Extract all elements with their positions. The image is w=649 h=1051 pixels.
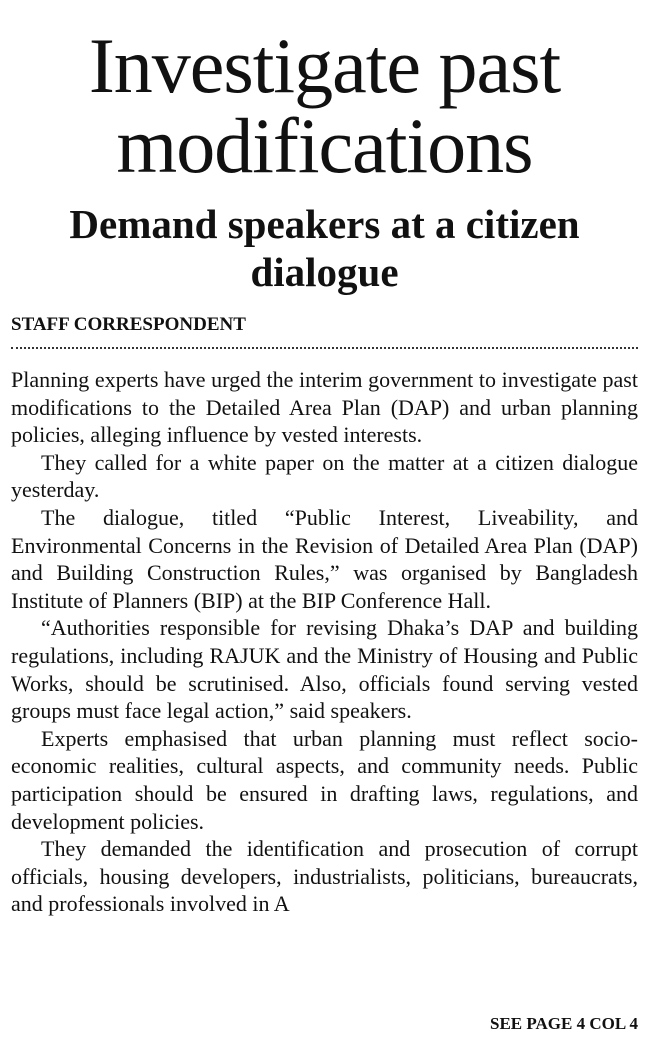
dotted-divider (11, 347, 638, 349)
continuation-reference: SEE PAGE 4 COL 4 (490, 1014, 638, 1033)
paragraph: Experts emphasised that urban planning must reflect socio-economic realities, cultural aspects, and community needs. Public participation should be ensured in drafting laws, regulations, and development policies. (11, 725, 638, 834)
paragraph: They called for a white paper on the matter at a citizen dialogue yesterday. (11, 449, 638, 503)
byline: STAFF CORRESPONDENT (11, 314, 246, 335)
paragraph: Planning experts have urged the interim government to investigate past modifications to the Detailed Area Plan (DAP) and urban planning policies, alleging influence by vested interests. (11, 367, 638, 448)
headline: Investigate past modifications (88, 22, 561, 189)
article-body (11, 366, 638, 1006)
paragraph: “Authorities responsible for revising Dhaka’s DAP and building regulations, including RAJUK and the Ministry of Housing and Public Works, should be scrutinised. Also, officials found serving vested groups must face legal action,” said speakers. (11, 615, 638, 724)
subheadline: Demand speakers at a citizen dialogue (69, 201, 580, 295)
paragraph: The dialogue, titled “Public Interest, Liveability, and Environmental Concerns in the Revision of Detailed Area Plan (DAP) and Building Construction Rules,” was organised by Bangladesh Institute of Planners (BIP) at the BIP Conference Hall. (11, 504, 638, 613)
paragraph: They demanded the identification and prosecution of corrupt officials, housing developers, industrialists, politicians, bureaucrats, and professionals involved in A (11, 836, 638, 917)
